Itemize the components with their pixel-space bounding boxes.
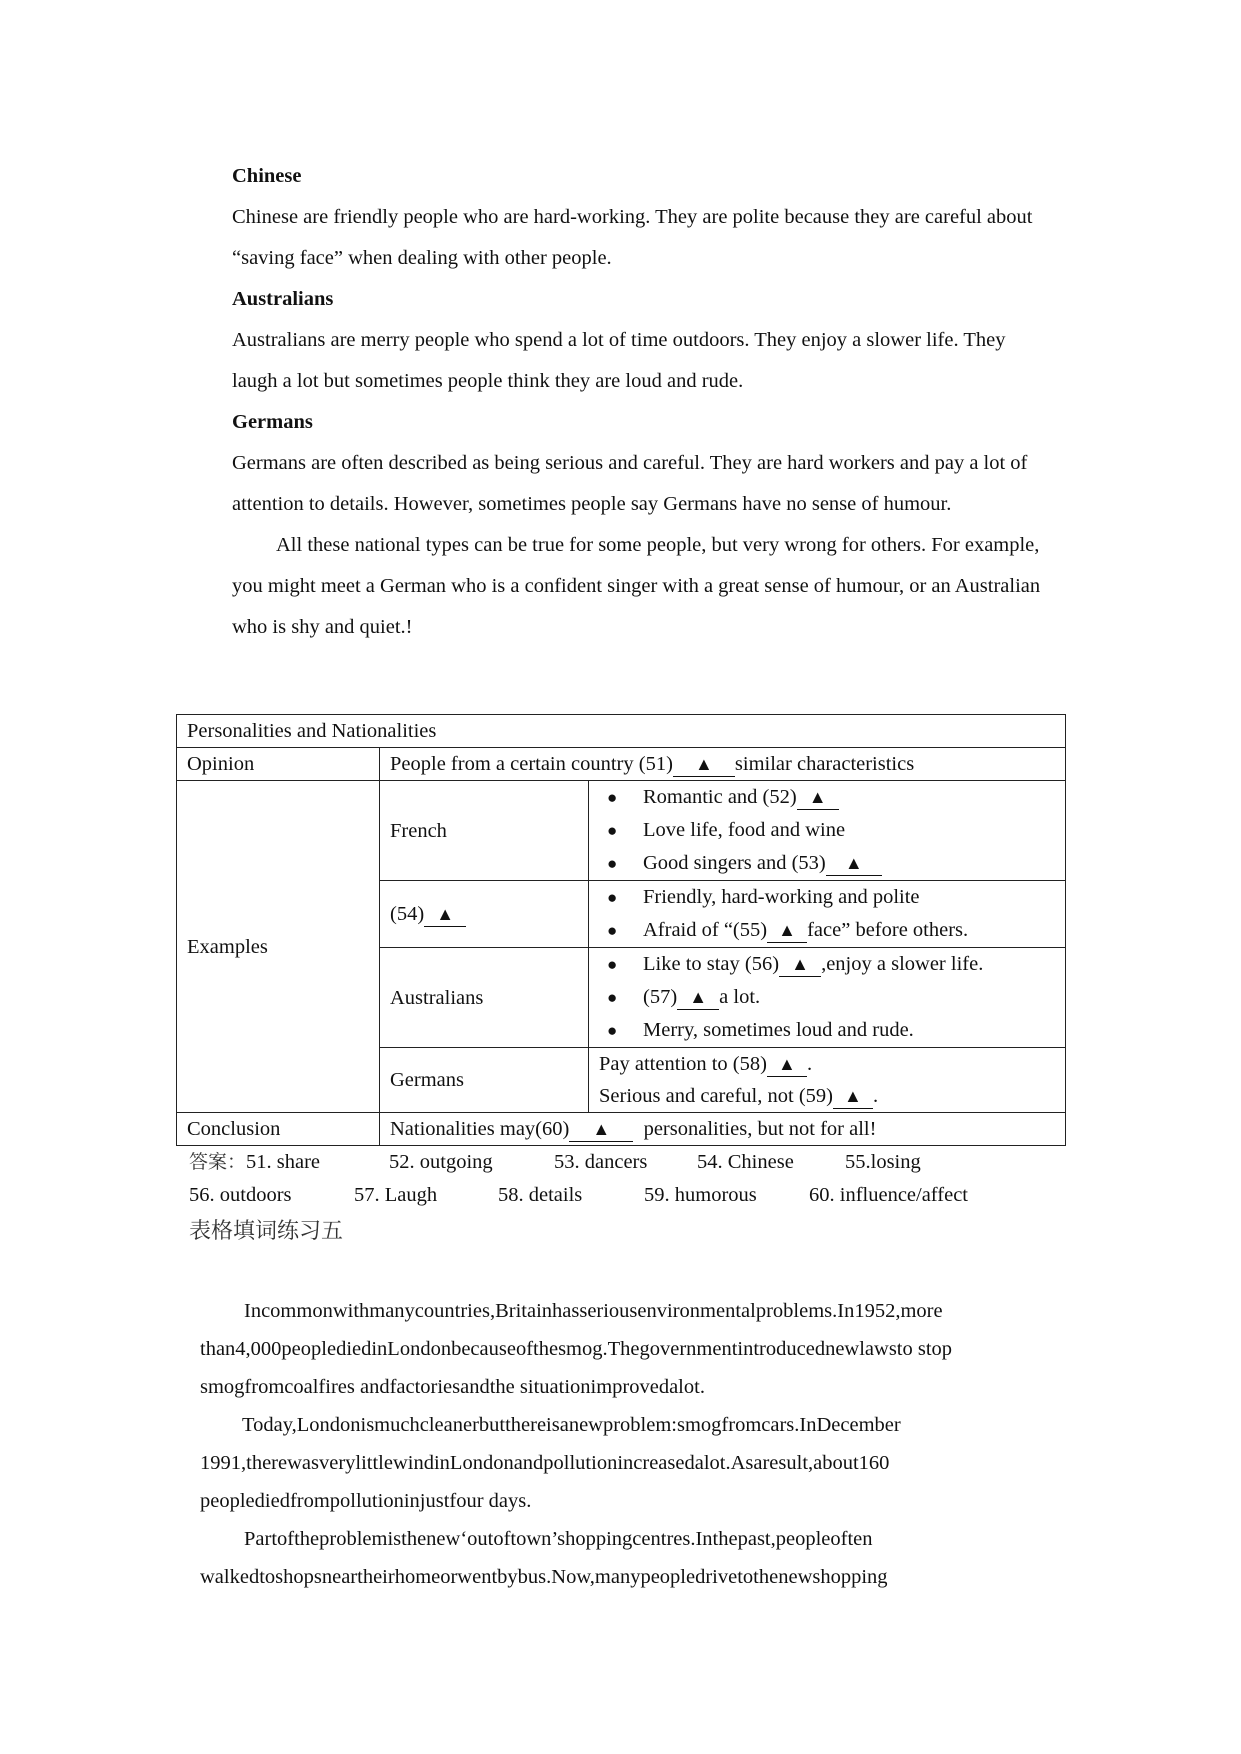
triangle-marker-icon: ▲ xyxy=(778,920,796,940)
australians-trait-1-after: ,enjoy a slower life. xyxy=(821,953,984,975)
germans-line-2-after: . xyxy=(872,1085,879,1107)
triangle-marker-icon: ▲ xyxy=(592,1119,611,1139)
table-title: Personalities and Nationalities xyxy=(177,715,1066,748)
conclusion-text xyxy=(380,1113,1066,1146)
answer-55: 55.losing xyxy=(845,1151,921,1173)
passage2-line: than4,000peoplediedinLondonbecauseofthesmog.Thegovernmentintroducednewlawsto stop xyxy=(200,1338,953,1360)
chinese-heading: Chinese xyxy=(232,165,302,187)
passage2-line: 1991,therewasverylittlewindinLondonandpollutionincreasedalot.Asaresult,about160 xyxy=(200,1452,890,1474)
triangle-marker-icon: ▲ xyxy=(844,853,863,873)
answer-row-1 xyxy=(189,1146,968,1179)
triangle-marker-icon: ▲ xyxy=(436,904,455,924)
germans-line-1-after: . xyxy=(806,1053,813,1075)
blank-60[interactable] xyxy=(569,1117,633,1142)
row-54-number: (54) xyxy=(390,903,425,925)
blank-57[interactable] xyxy=(677,985,719,1010)
triangle-marker-icon: ▲ xyxy=(808,787,827,807)
passage2-line: Today,Londonismuchcleanerbutthereisanewproblem:smogfromcars.InDecember xyxy=(242,1414,901,1436)
blank-54[interactable] xyxy=(424,902,466,927)
answer-57: 57. Laugh xyxy=(354,1184,438,1206)
passage2-line: smogfromcoalfires andfactoriesandthe situationimprovedalot. xyxy=(200,1376,705,1398)
answer-56: 56. outdoors xyxy=(189,1184,292,1206)
australians-paragraph: Australians are merry people who spend a lot of time outdoors. They enjoy a slower life. They laugh a lot but sometimes people think they are loud and rude. xyxy=(232,329,1006,392)
answer-51-text: 51. share xyxy=(246,1151,321,1173)
australians-trait-2-before: (57) xyxy=(643,986,678,1008)
french-trait-1: Romantic and (52) xyxy=(643,786,797,808)
blank-52[interactable] xyxy=(797,785,839,810)
reading-passage xyxy=(232,156,1052,648)
list-item: ● Friendly, hard-working and polite xyxy=(599,881,1055,914)
blank-58[interactable] xyxy=(767,1052,807,1077)
answer-58: 58. details xyxy=(498,1184,583,1206)
row-54-label xyxy=(380,881,589,948)
australians-trait-1-before: Like to stay (56) xyxy=(643,953,780,975)
list-item: ● Merry, sometimes loud and rude. xyxy=(599,1014,1055,1047)
blank-51[interactable] xyxy=(673,752,735,777)
conclusion-paragraph: All these national types can be true for some people, but very wrong for others. For example, you might meet a German who is a confident singer with a great sense of humour, or an Australian who is shy and quiet.! xyxy=(232,534,1041,638)
blank-56[interactable] xyxy=(779,952,821,977)
opinion-after: similar characteristics xyxy=(734,753,915,775)
australians-trait-2-after: a lot. xyxy=(719,986,761,1008)
germans-line-1 xyxy=(599,1048,1055,1080)
french-row xyxy=(177,781,1066,881)
passage2-line: walkedtoshopsneartheirhomeorwentbybus.Now,manypeopledrivetothenewshopping xyxy=(200,1566,888,1588)
answer-54: 54. Chinese xyxy=(697,1151,794,1173)
chinese-paragraph: Chinese are friendly people who are hard-working. They are polite because they are careful about “saving face” when dealing with other people. xyxy=(232,206,1033,269)
passage2-line: Incommonwithmanycountries,Britainhasseriousenvironmentalproblems.In1952,more xyxy=(244,1300,943,1322)
answer-60: 60. influence/affect xyxy=(809,1184,968,1206)
blank-55[interactable] xyxy=(767,918,807,943)
triangle-marker-icon: ▲ xyxy=(689,987,708,1007)
list-item xyxy=(599,948,1055,981)
triangle-marker-icon: ▲ xyxy=(694,754,713,774)
australians-heading: Australians xyxy=(232,288,334,310)
conclusion-label: Conclusion xyxy=(177,1113,380,1146)
french-label: French xyxy=(380,781,589,881)
blank-53[interactable] xyxy=(826,851,882,876)
germans-line-2 xyxy=(599,1080,1055,1112)
answer-59: 59. humorous xyxy=(644,1184,757,1206)
answer-53: 53. dancers xyxy=(554,1151,648,1173)
french-trait-3: Good singers and (53) xyxy=(643,852,826,874)
answer-52: 52. outgoing xyxy=(389,1151,493,1173)
french-traits xyxy=(589,781,1066,881)
opinion-label: Opinion xyxy=(177,748,380,781)
germans-line-1-before: Pay attention to (58) xyxy=(599,1053,767,1075)
list-item: ● Love life, food and wine xyxy=(599,814,1055,847)
exercise-passage xyxy=(200,1292,1060,1596)
list-item xyxy=(599,914,1055,947)
germans-traits xyxy=(589,1048,1066,1113)
blank-59[interactable] xyxy=(833,1084,873,1109)
personalities-table xyxy=(176,714,1066,1146)
answer-row-2 xyxy=(189,1179,968,1212)
germans-paragraph: Germans are often described as being serious and careful. They are hard workers and pay a lot of attention to details. However, sometimes people say Germans have no sense of humour. xyxy=(232,452,1028,515)
australians-label: Australians xyxy=(380,948,589,1048)
passage2-line: peoplediedfrompollutioninjustfour days. xyxy=(200,1490,532,1512)
conclusion-after: personalities, but not for all! xyxy=(643,1118,877,1140)
examples-label: Examples xyxy=(177,781,380,1113)
opinion-text xyxy=(380,748,1066,781)
row-54-trait-2-before: Afraid of “(55) xyxy=(643,919,768,941)
row-54-traits xyxy=(589,881,1066,948)
australians-traits xyxy=(589,948,1066,1048)
exercise-title: 表格填词练习五 xyxy=(189,1219,344,1244)
germans-label: Germans xyxy=(380,1048,589,1113)
germans-line-2-before: Serious and careful, not (59) xyxy=(599,1085,833,1107)
opinion-before: People from a certain country (51) xyxy=(390,753,673,775)
conclusion-before: Nationalities may(60) xyxy=(390,1118,570,1140)
opinion-row xyxy=(177,748,1066,781)
list-item xyxy=(599,981,1055,1014)
answer-51 xyxy=(189,1146,389,1179)
germans-heading: Germans xyxy=(232,411,313,433)
conclusion-row xyxy=(177,1113,1066,1146)
answer-prefix: 答案： xyxy=(189,1151,247,1173)
triangle-marker-icon: ▲ xyxy=(791,954,809,974)
triangle-marker-icon: ▲ xyxy=(844,1086,862,1106)
triangle-marker-icon: ▲ xyxy=(778,1054,796,1074)
answer-key xyxy=(189,1146,968,1212)
list-item xyxy=(599,781,1055,814)
row-54-trait-2-after: face” before others. xyxy=(807,919,969,941)
list-item xyxy=(599,847,1055,880)
table-title-row xyxy=(177,715,1066,748)
passage2-line: Partoftheproblemisthenew‘outoftown’shoppingcentres.Inthepast,peopleoften xyxy=(244,1528,873,1550)
